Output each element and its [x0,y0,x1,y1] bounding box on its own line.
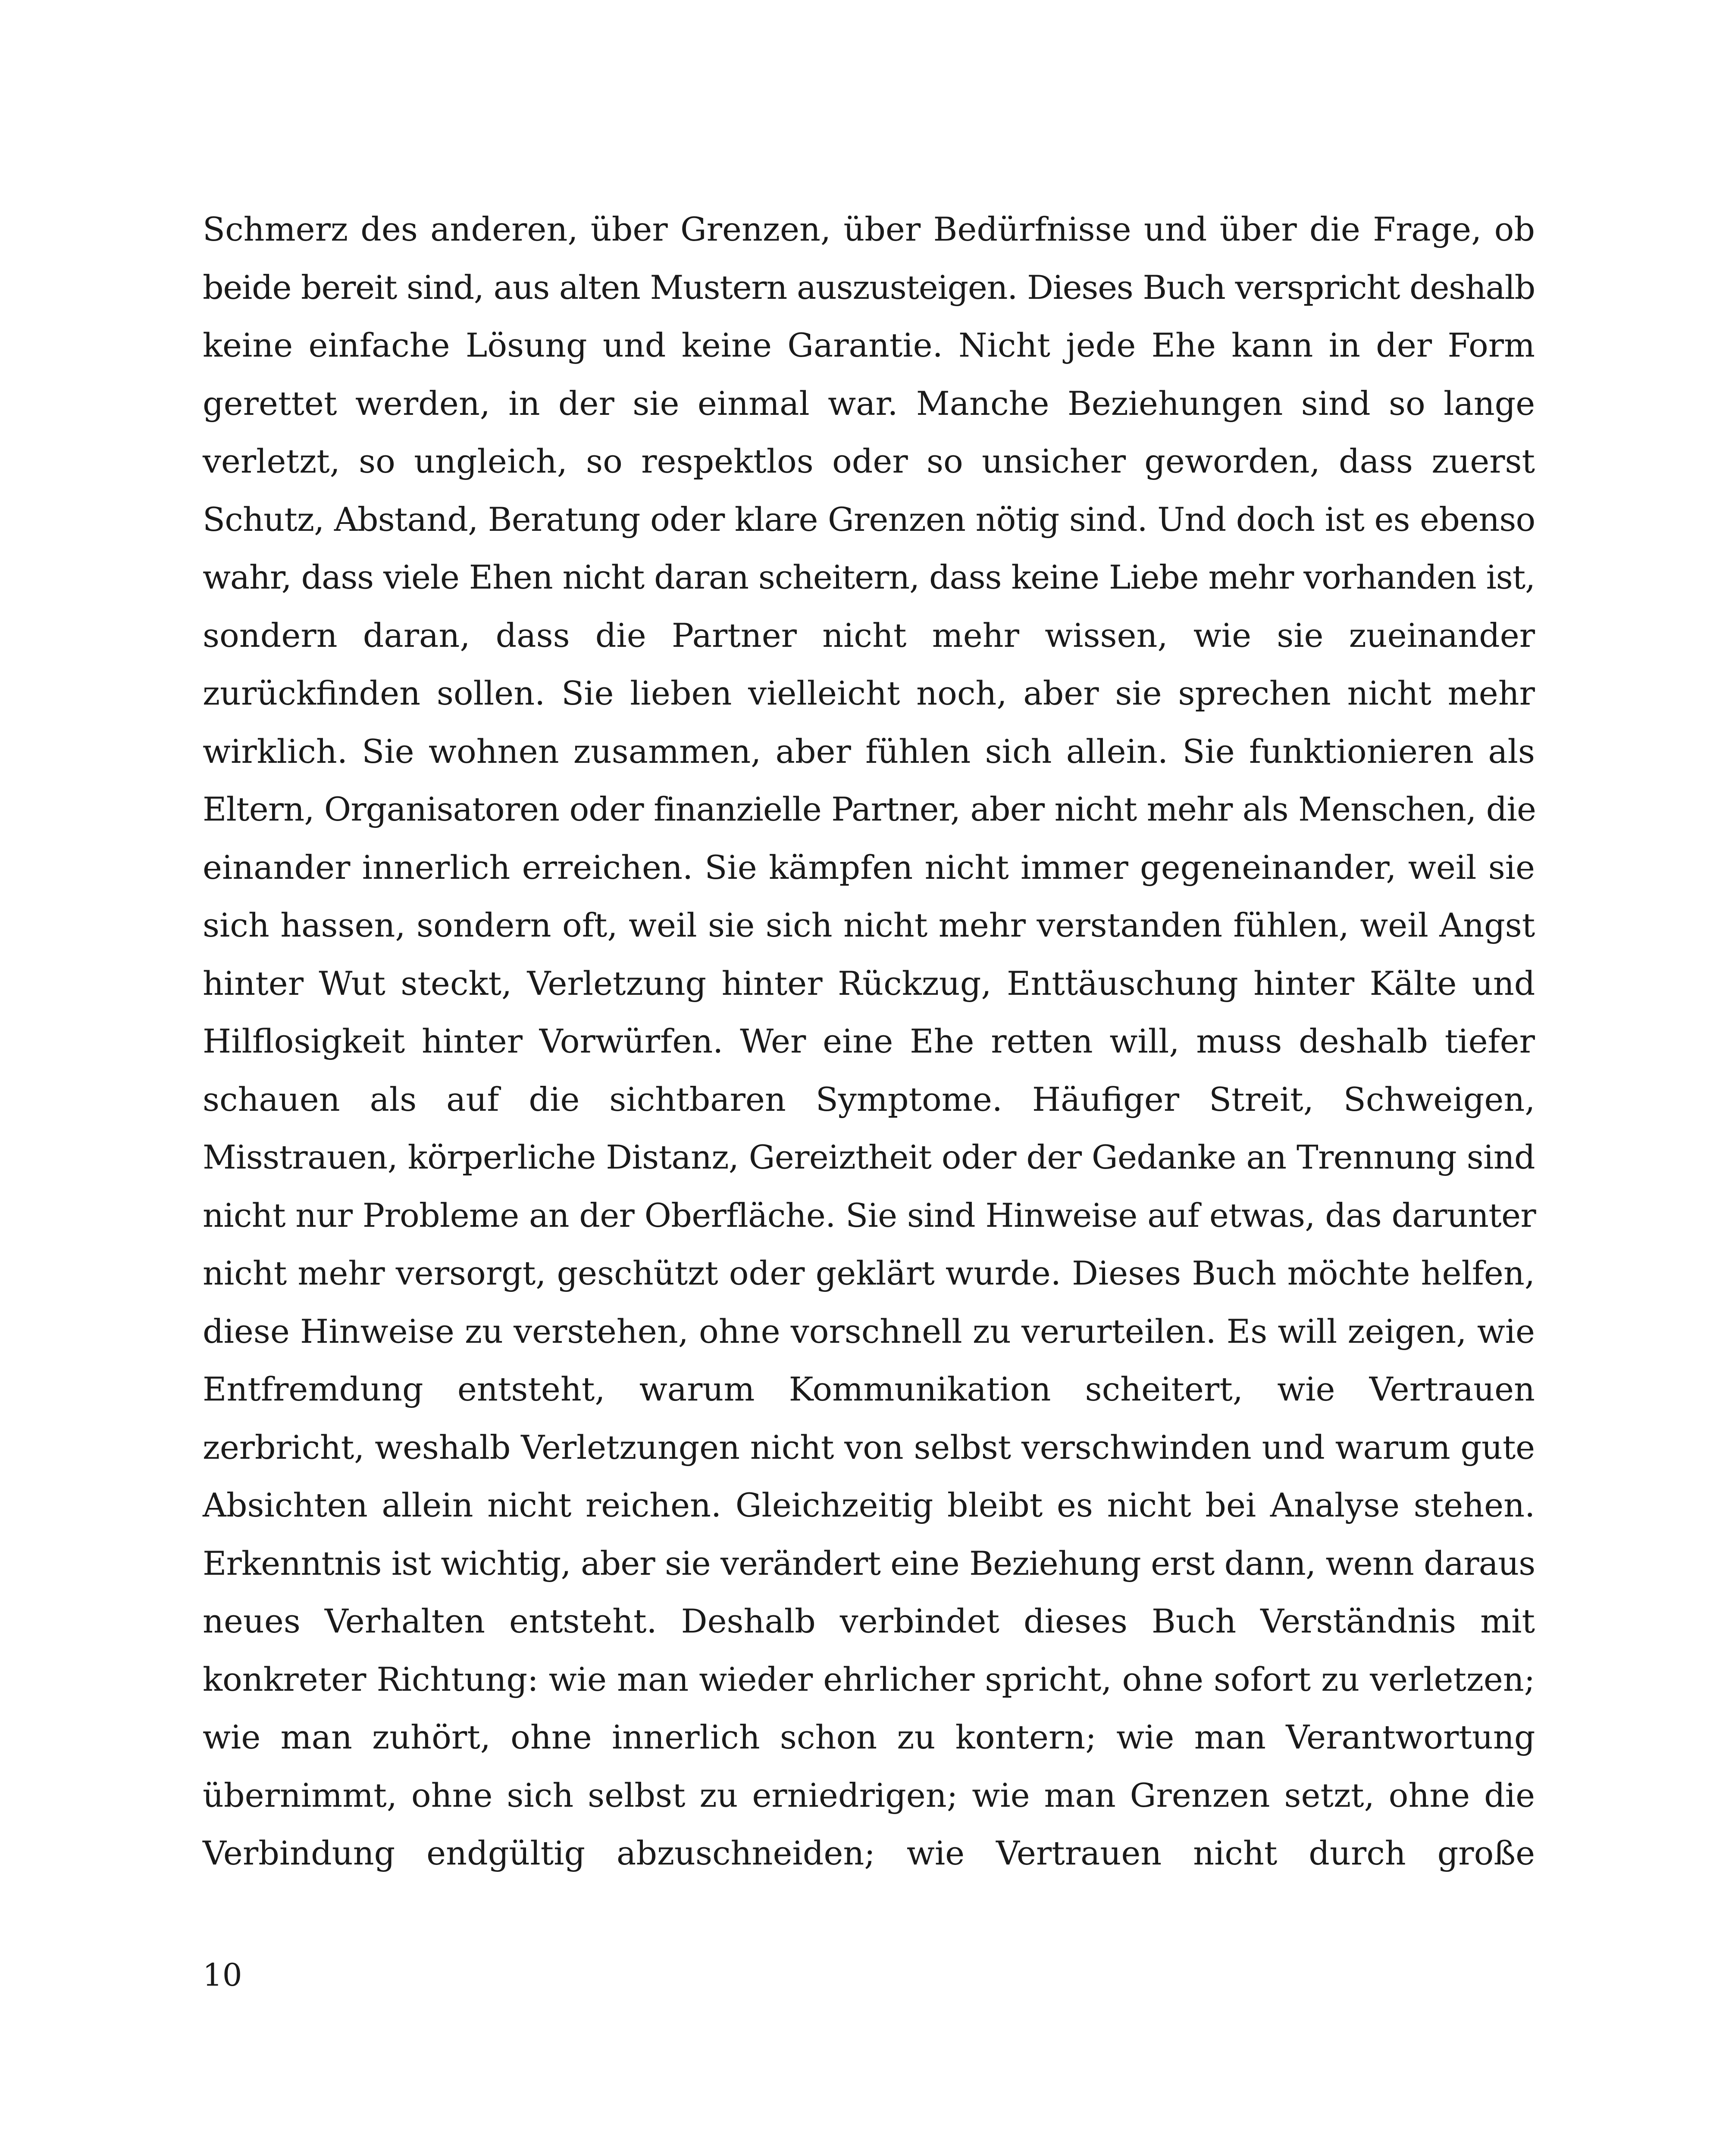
text-line: diese Hinweise zu verstehen, ohne vorschnell zu verurteilen. Es will zeigen, wie [203,1312,1535,1351]
text-line: Verbindung endgültig abzuschneiden; wie Vertrauen nicht durch große [203,1834,1535,1872]
text-line: übernimmt, ohne sich selbst zu erniedrigen; wie man Grenzen setzt, ohne die [203,1776,1535,1814]
text-line: nicht nur Probleme an der Oberfläche. Sie sind Hinweise auf etwas, das darunter [203,1196,1536,1235]
text-line: wahr, dass viele Ehen nicht daran scheitern, dass keine Liebe mehr vorhanden ist, [203,558,1535,596]
text-line: gerettet werden, in der sie einmal war. Manche Beziehungen sind so lange [203,384,1535,423]
text-line: keine einfache Lösung und keine Garantie. Nicht jede Ehe kann in der Form [203,326,1535,364]
text-line: Schutz, Abstand, Beratung oder klare Grenzen nötig sind. Und doch ist es ebenso [203,500,1535,539]
text-line: wirklich. Sie wohnen zusammen, aber fühlen sich allein. Sie funktionieren als [203,732,1535,771]
text-line: zerbricht, weshalb Verletzungen nicht von selbst verschwinden und warum gute [203,1428,1535,1467]
text-line: sondern daran, dass die Partner nicht mehr wissen, wie sie zueinander [203,616,1535,655]
text-line: Eltern, Organisatoren oder finanzielle Partner, aber nicht mehr als Menschen, die [203,790,1536,828]
body-paragraph [203,201,1535,1883]
text-line: verletzt, so ungleich, so respektlos oder so unsicher geworden, dass zuerst [203,442,1535,480]
text-line: Absichten allein nicht reichen. Gleichzeitig bleibt es nicht bei Analyse stehen. [203,1486,1535,1524]
text-line: schauen als auf die sichtbaren Symptome. Häufiger Streit, Schweigen, [203,1080,1535,1119]
text-line: Schmerz des anderen, über Grenzen, über Bedürfnisse und über die Frage, ob [203,210,1535,248]
text-line: Hilflosigkeit hinter Vorwürfen. Wer eine Ehe retten will, muss deshalb tiefer [203,1022,1535,1060]
text-line: beide bereit sind, aus alten Mustern auszusteigen. Dieses Buch verspricht deshalb [203,268,1535,307]
page-number: 10 [203,1957,242,1993]
text-line: hinter Wut steckt, Verletzung hinter Rückzug, Enttäuschung hinter Kälte und [203,964,1535,1003]
text-line: konkreter Richtung: wie man wieder ehrlicher spricht, ohne sofort zu verletzen; [203,1660,1535,1698]
text-line: wie man zuhört, ohne innerlich schon zu kontern; wie man Verantwortung [203,1718,1535,1756]
text-line: Misstrauen, körperliche Distanz, Gereiztheit oder der Gedanke an Trennung sind [203,1138,1535,1176]
text-line: nicht mehr versorgt, geschützt oder geklärt wurde. Dieses Buch möchte helfen, [203,1254,1535,1292]
text-line: neues Verhalten entsteht. Deshalb verbindet dieses Buch Verständnis mit [203,1602,1535,1640]
text-line: zurückfinden sollen. Sie lieben vielleicht noch, aber sie sprechen nicht mehr [203,674,1535,712]
text-line: Erkenntnis ist wichtig, aber sie verändert eine Beziehung erst dann, wenn daraus [203,1544,1535,1583]
text-line: einander innerlich erreichen. Sie kämpfen nicht immer gegeneinander, weil sie [203,848,1535,887]
text-line: sich hassen, sondern oft, weil sie sich nicht mehr verstanden fühlen, weil Angst [203,906,1535,944]
text-line: Entfremdung entsteht, warum Kommunikation scheitert, wie Vertrauen [203,1370,1535,1408]
